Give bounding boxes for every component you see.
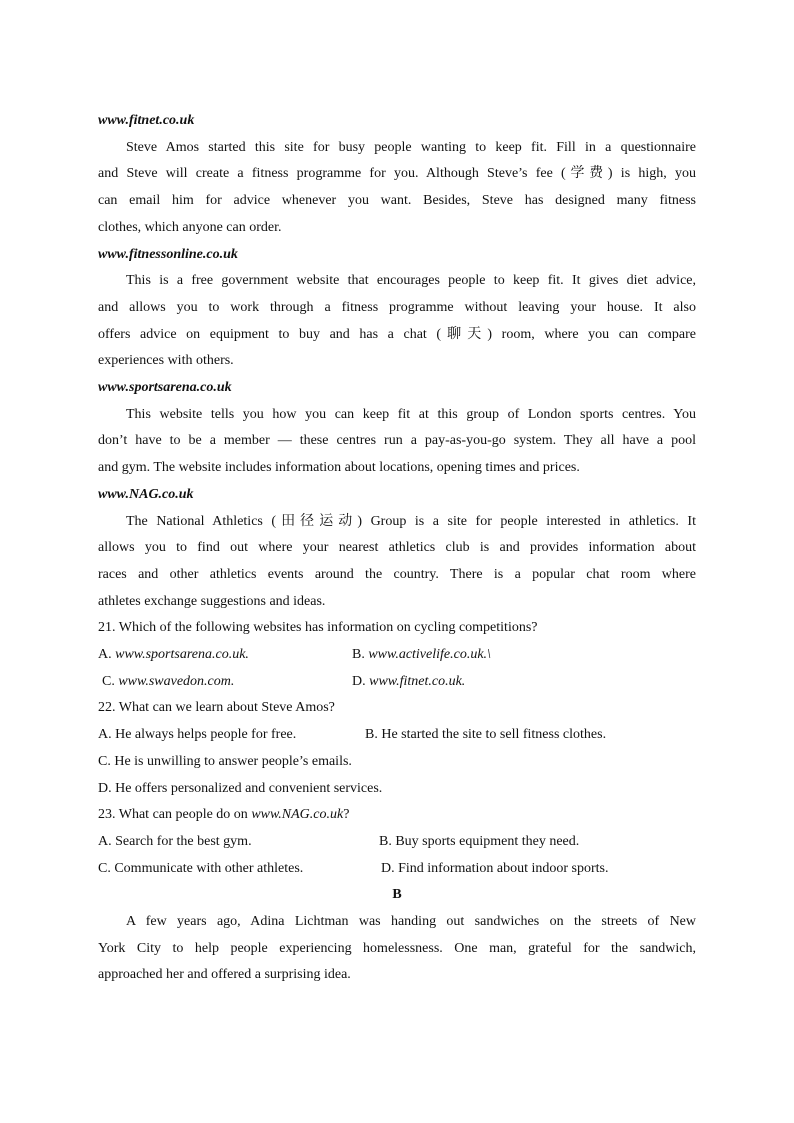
stem-site: www.NAG.co.uk: [251, 807, 344, 823]
text-line: don’t have to be a member — these centres run a pay-as-you-go system. They all have a pool: [98, 433, 696, 449]
question-stem: 22. What can we learn about Steve Amos?: [98, 700, 335, 716]
passage-heading: B: [392, 887, 402, 903]
option-row: [98, 749, 696, 776]
option-row: [98, 642, 696, 669]
option-d: [352, 669, 465, 696]
option-c: C. He is unwilling to answer people’s emails.: [98, 753, 352, 769]
option-c: [102, 669, 234, 696]
text-line: allows you to find out where your nearest athletics club is and provides information about: [98, 540, 696, 556]
option-text: www.sportsarena.co.uk.: [115, 647, 249, 663]
site-description: [98, 509, 696, 616]
text-line: York City to help people experiencing homelessness. One man, grateful for the sandwich,: [98, 940, 696, 956]
text-line: and Steve will create a fitness programme for you. Although Steve’s fee (学费) is high, you: [98, 166, 696, 182]
option-b: B. Buy sports equipment they need.: [379, 833, 580, 849]
stem-suffix: ?: [343, 807, 350, 823]
option-row: [98, 722, 696, 749]
option-row: [98, 829, 696, 856]
document-page: [98, 108, 696, 989]
option-text: www.fitnet.co.uk.: [369, 673, 466, 689]
option-d: D. Find information about indoor sports.: [381, 860, 609, 876]
text-line: clothes, which anyone can order.: [98, 219, 282, 235]
site-description: [98, 268, 696, 375]
option-label: C.: [102, 673, 119, 689]
site-description: [98, 402, 696, 482]
site-heading: www.sportsarena.co.uk: [98, 380, 232, 396]
option-row: [98, 669, 696, 696]
option-d: D. He offers personalized and convenient services.: [98, 780, 383, 796]
site-description: [98, 135, 696, 242]
option-a: A. He always helps people for free.: [98, 727, 297, 743]
question-stem: 21. Which of the following websites has information on cycling competitions?: [98, 620, 538, 636]
option-a: A. Search for the best gym.: [98, 833, 252, 849]
option-label: D.: [352, 673, 370, 689]
option-row: [98, 856, 696, 883]
option-b: B. He started the site to sell fitness clothes.: [365, 727, 607, 743]
passage-paragraph: [98, 909, 696, 989]
text-line: and allows you to work through a fitness programme without leaving your house. It also: [98, 299, 696, 315]
text-line: This website tells you how you can keep fit at this group of London sports centres. You: [126, 406, 696, 422]
text-line: approached her and offered a surprising idea.: [98, 967, 351, 983]
text-line: can email him for advice whenever you want. Besides, Steve has designed many fitness: [98, 193, 696, 209]
option-c: C. Communicate with other athletes.: [98, 860, 304, 876]
text-line: This is a free government website that encourages people to keep fit. It gives diet advice,: [126, 273, 696, 289]
option-b: [352, 642, 491, 669]
option-row: [98, 776, 696, 803]
option-text: www.activelife.co.uk.\: [368, 647, 491, 663]
question-stem: [98, 802, 696, 829]
text-line: experiences with others.: [98, 353, 234, 369]
text-line: The National Athletics (田径运动) Group is a site for people interested in athletics. It: [126, 513, 696, 529]
text-line: offers advice on equipment to buy and has a chat (聊天) room, where you can compare: [98, 326, 696, 342]
text-line: athletes exchange suggestions and ideas.: [98, 593, 326, 609]
option-label: A.: [98, 647, 116, 663]
text-line: A few years ago, Adina Lichtman was handing out sandwiches on the streets of New: [126, 913, 696, 929]
text-line: Steve Amos started this site for busy people wanting to keep fit. Fill in a questionnaire: [126, 139, 696, 155]
text-line: races and other athletics events around the country. There is a popular chat room where: [98, 566, 696, 582]
text-line: and gym. The website includes information about locations, opening times and prices.: [98, 460, 580, 476]
stem-prefix: 23. What can people do on: [98, 807, 252, 823]
option-a: [98, 642, 249, 669]
site-heading: www.fitnessonline.co.uk: [98, 246, 238, 262]
option-label: B.: [352, 647, 369, 663]
site-heading: www.fitnet.co.uk: [98, 113, 195, 128]
site-heading: www.NAG.co.uk: [98, 486, 194, 502]
option-text: www.swavedon.com.: [118, 673, 235, 689]
